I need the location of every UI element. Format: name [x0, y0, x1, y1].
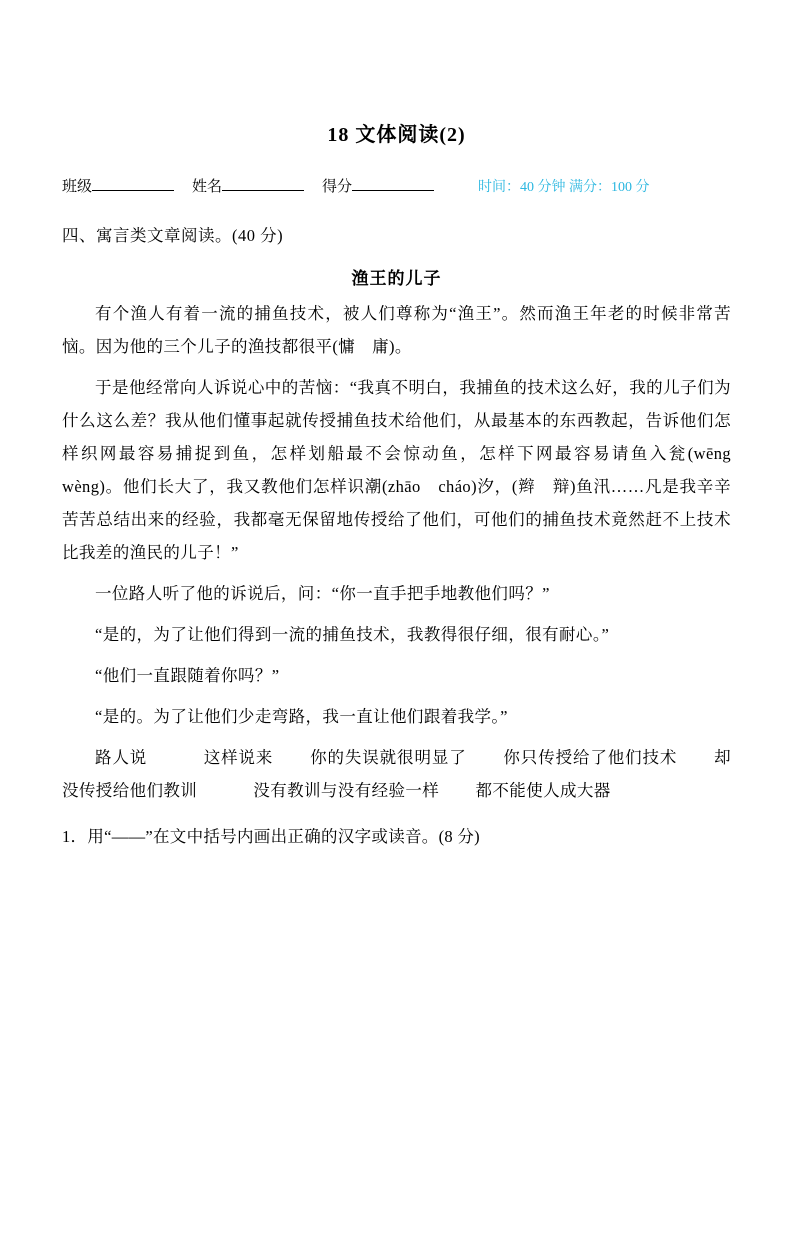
passage-paragraph: 有个渔人有着一流的捕鱼技术，被人们尊称为“渔王”。然而渔王年老的时候非常苦恼。因为他的三个儿子的渔技都很平(慵 庸)。: [62, 304, 731, 356]
segment-text: 路人说: [95, 748, 148, 767]
passage-paragraph: “是的，为了让他们得到一流的捕鱼技术，我教得很仔细，很有耐心。”: [95, 625, 610, 644]
class-label: 班级: [62, 179, 93, 195]
segment-text: 你只传授给了他们技术: [502, 748, 678, 767]
page-title: 18 文体阅读(2): [327, 124, 466, 146]
worksheet-page: [0, 118, 793, 1240]
segment-text: 你的失误就很明显了: [309, 748, 467, 767]
passage-paragraph: 一位路人听了他的诉说后，问：“你一直手把手地教他们吗？”: [95, 584, 550, 603]
name-label: 姓名: [192, 179, 223, 195]
class-field: [62, 175, 174, 196]
class-blank[interactable]: [92, 176, 174, 191]
segment-text: 没有教训与没有经验一样: [253, 781, 440, 800]
name-blank[interactable]: [222, 176, 304, 191]
student-info-row: [62, 175, 731, 196]
segment-text: 都不能使人成大器: [475, 781, 611, 800]
segment-text: 却没传授给他们教训: [62, 748, 731, 800]
passage-paragraph: “他们一直跟随着你吗？”: [95, 666, 280, 685]
segment-text: 这样说来: [203, 748, 274, 767]
score-field: [322, 175, 434, 196]
score-blank[interactable]: [352, 176, 434, 191]
score-label: 得分: [322, 179, 353, 195]
passage-paragraph: 于是他经常向人诉说心中的苦恼：“我真不明白，我捕鱼的技术这么好，我的儿子们为什么这么差？我从他们懂事起就传授捕鱼技术给他们，从最基本的东西教起，告诉他们怎样织网最容易捕捉到鱼，怎样划船最不会惊动鱼，怎样下网最容易请鱼入瓮(wēng wèng)。他们长大了，我又教他们怎样识潮(zhāo cháo)汐，(辫 辩)鱼汛……凡是我辛辛苦苦总结出来的经验，我都毫无保留地传授给了他们，可他们的捕鱼技术竟然赶不上技术比我差的渔民的儿子！”: [62, 378, 748, 562]
exam-meta: 时间：40 分钟 满分：100 分: [478, 180, 650, 195]
passage-paragraph-unpunctuated: [62, 741, 731, 807]
passage-paragraph: “是的。为了让他们少走弯路，我一直让他们跟着我学。”: [95, 707, 508, 726]
passage-title: 渔王的儿子: [351, 269, 442, 288]
section-heading: 四、寓言类文章阅读。(40 分): [62, 226, 284, 245]
name-field: [192, 175, 304, 196]
question-item: 1．用“——”在文中括号内画出正确的汉字或读音。(8 分): [62, 827, 480, 846]
